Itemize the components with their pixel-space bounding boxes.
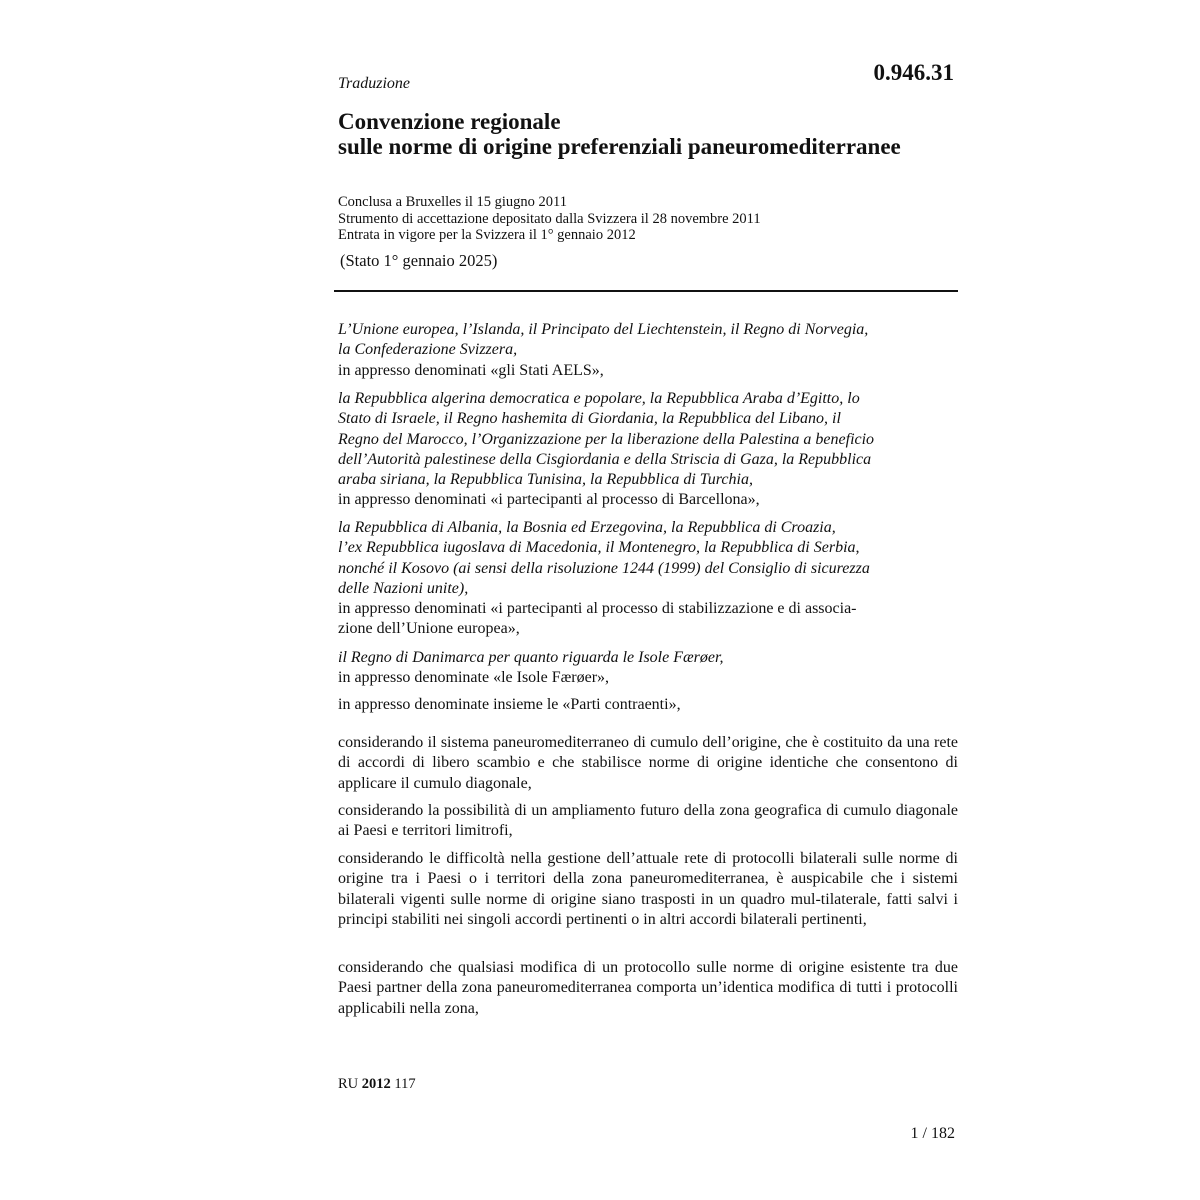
party-designation: in appresso denominate «le Isole Færøer», [338, 669, 610, 687]
party-designation: zione dell’Unione europea», [338, 620, 520, 638]
party-names-line: il Regno di Danimarca per quanto riguarda le Isole Færøer, [338, 649, 724, 666]
party-names-line: Regno del Marocco, l’Organizzazione per la liberazione della Palestina a beneficio [338, 430, 875, 448]
translation-label: Traduzione [338, 75, 411, 92]
party-names-line: Stato di Israele, il Regno hashemita di Giordania, la Repubblica del Libano, il [338, 410, 841, 428]
official-compilation-reference [338, 1075, 416, 1093]
party-names-line: la Repubblica di Albania, la Bosnia ed Erzegovina, la Repubblica di Croazia, [338, 519, 836, 536]
collective-designation: in appresso denominate insieme le «Parti contraenti», [338, 696, 681, 713]
entry-into-force-date: Entrata in vigore per la Svizzera il 1° gennaio 2012 [338, 227, 636, 243]
document-meta [338, 194, 958, 244]
party-designation: in appresso denominati «i partecipanti al processo di stabilizzazione e di associa- [338, 600, 857, 618]
party-names-line: dell’Autorità palestinese della Cisgiordania e della Striscia di Gaza, la Repubblica [338, 450, 872, 468]
document-title [338, 109, 958, 159]
party-names-line: la Repubblica algerina democratica e popolare, la Repubblica Araba d’Egitto, lo [338, 390, 860, 407]
ru-prefix: RU [338, 1076, 359, 1092]
party-names-line: araba siriana, la Repubblica Tunisina, la Repubblica di Turchia, [338, 471, 753, 489]
recital-paragraph: considerando le difficoltà nella gestione dell’attuale rete di protocolli bilaterali sulle norme di origine tra i Paesi o i territori della zona paneuromediterranea, è auspicabile che i sistemi bilaterali vigenti sulle norme di origine siano trasposti in un quadro mul-tilaterale, fatti salvi i principi stabiliti nei singoli accordi pertinenti o in altri accordi bilaterali pertinenti, [338, 850, 958, 928]
party-names-line: nonché il Kosovo (ai sensi della risoluzione 1244 (1999) del Consiglio di sicurezza [338, 559, 870, 577]
recital-paragraph: considerando la possibilità di un ampliamento futuro della zona geografica di cumulo diagonale ai Paesi e territori limitrofi, [338, 802, 958, 840]
party-block-barcelona [338, 389, 958, 511]
recital-paragraph: considerando il sistema paneuromediterraneo di cumulo dell’origine, che è costituito da una rete di accordi di libero scambio e che stabilisce norme di origine identiche che consentono di applicare il cumulo diagonale, [338, 734, 958, 792]
party-names-line: l’ex Repubblica iugoslava di Macedonia, il Montenegro, la Repubblica di Serbia, [338, 539, 860, 557]
title-line: sulle norme di origine preferenziali paneuromediterranee [338, 134, 901, 159]
header-divider [334, 290, 958, 292]
party-block-faroe [338, 648, 958, 689]
party-block-stabilisation [338, 518, 958, 640]
party-names-line: delle Nazioni unite), [338, 579, 469, 597]
recital-paragraph: considerando che qualsiasi modifica di un protocollo sulle norme di origine esistente tra due Paesi partner della zona paneuromediterranea comporta un’identica modifica di tutti i protocolli applicabili nella zona, [338, 959, 958, 1017]
ru-page: 117 [394, 1076, 416, 1092]
party-names-line: la Confederazione Svizzera, [338, 341, 518, 359]
acceptance-date: Strumento di accettazione depositato dalla Svizzera il 28 novembre 2011 [338, 210, 761, 227]
concluded-date: Conclusa a Bruxelles il 15 giugno 2011 [338, 194, 568, 210]
party-names-line: L’Unione europea, l’Islanda, il Principato del Liechtenstein, il Regno di Norvegia, [338, 321, 869, 338]
party-designation: in appresso denominati «i partecipanti al processo di Barcellona», [338, 491, 760, 509]
party-designation: in appresso denominati «gli Stati AELS», [338, 361, 604, 379]
page-number: 1 / 182 [910, 1125, 955, 1142]
title-line: Convenzione regionale [338, 109, 561, 134]
ru-year: 2012 [361, 1076, 391, 1092]
party-block-aels [338, 320, 958, 381]
sr-number: 0.946.31 [873, 60, 954, 85]
status-date: (Stato 1° gennaio 2025) [340, 251, 498, 270]
